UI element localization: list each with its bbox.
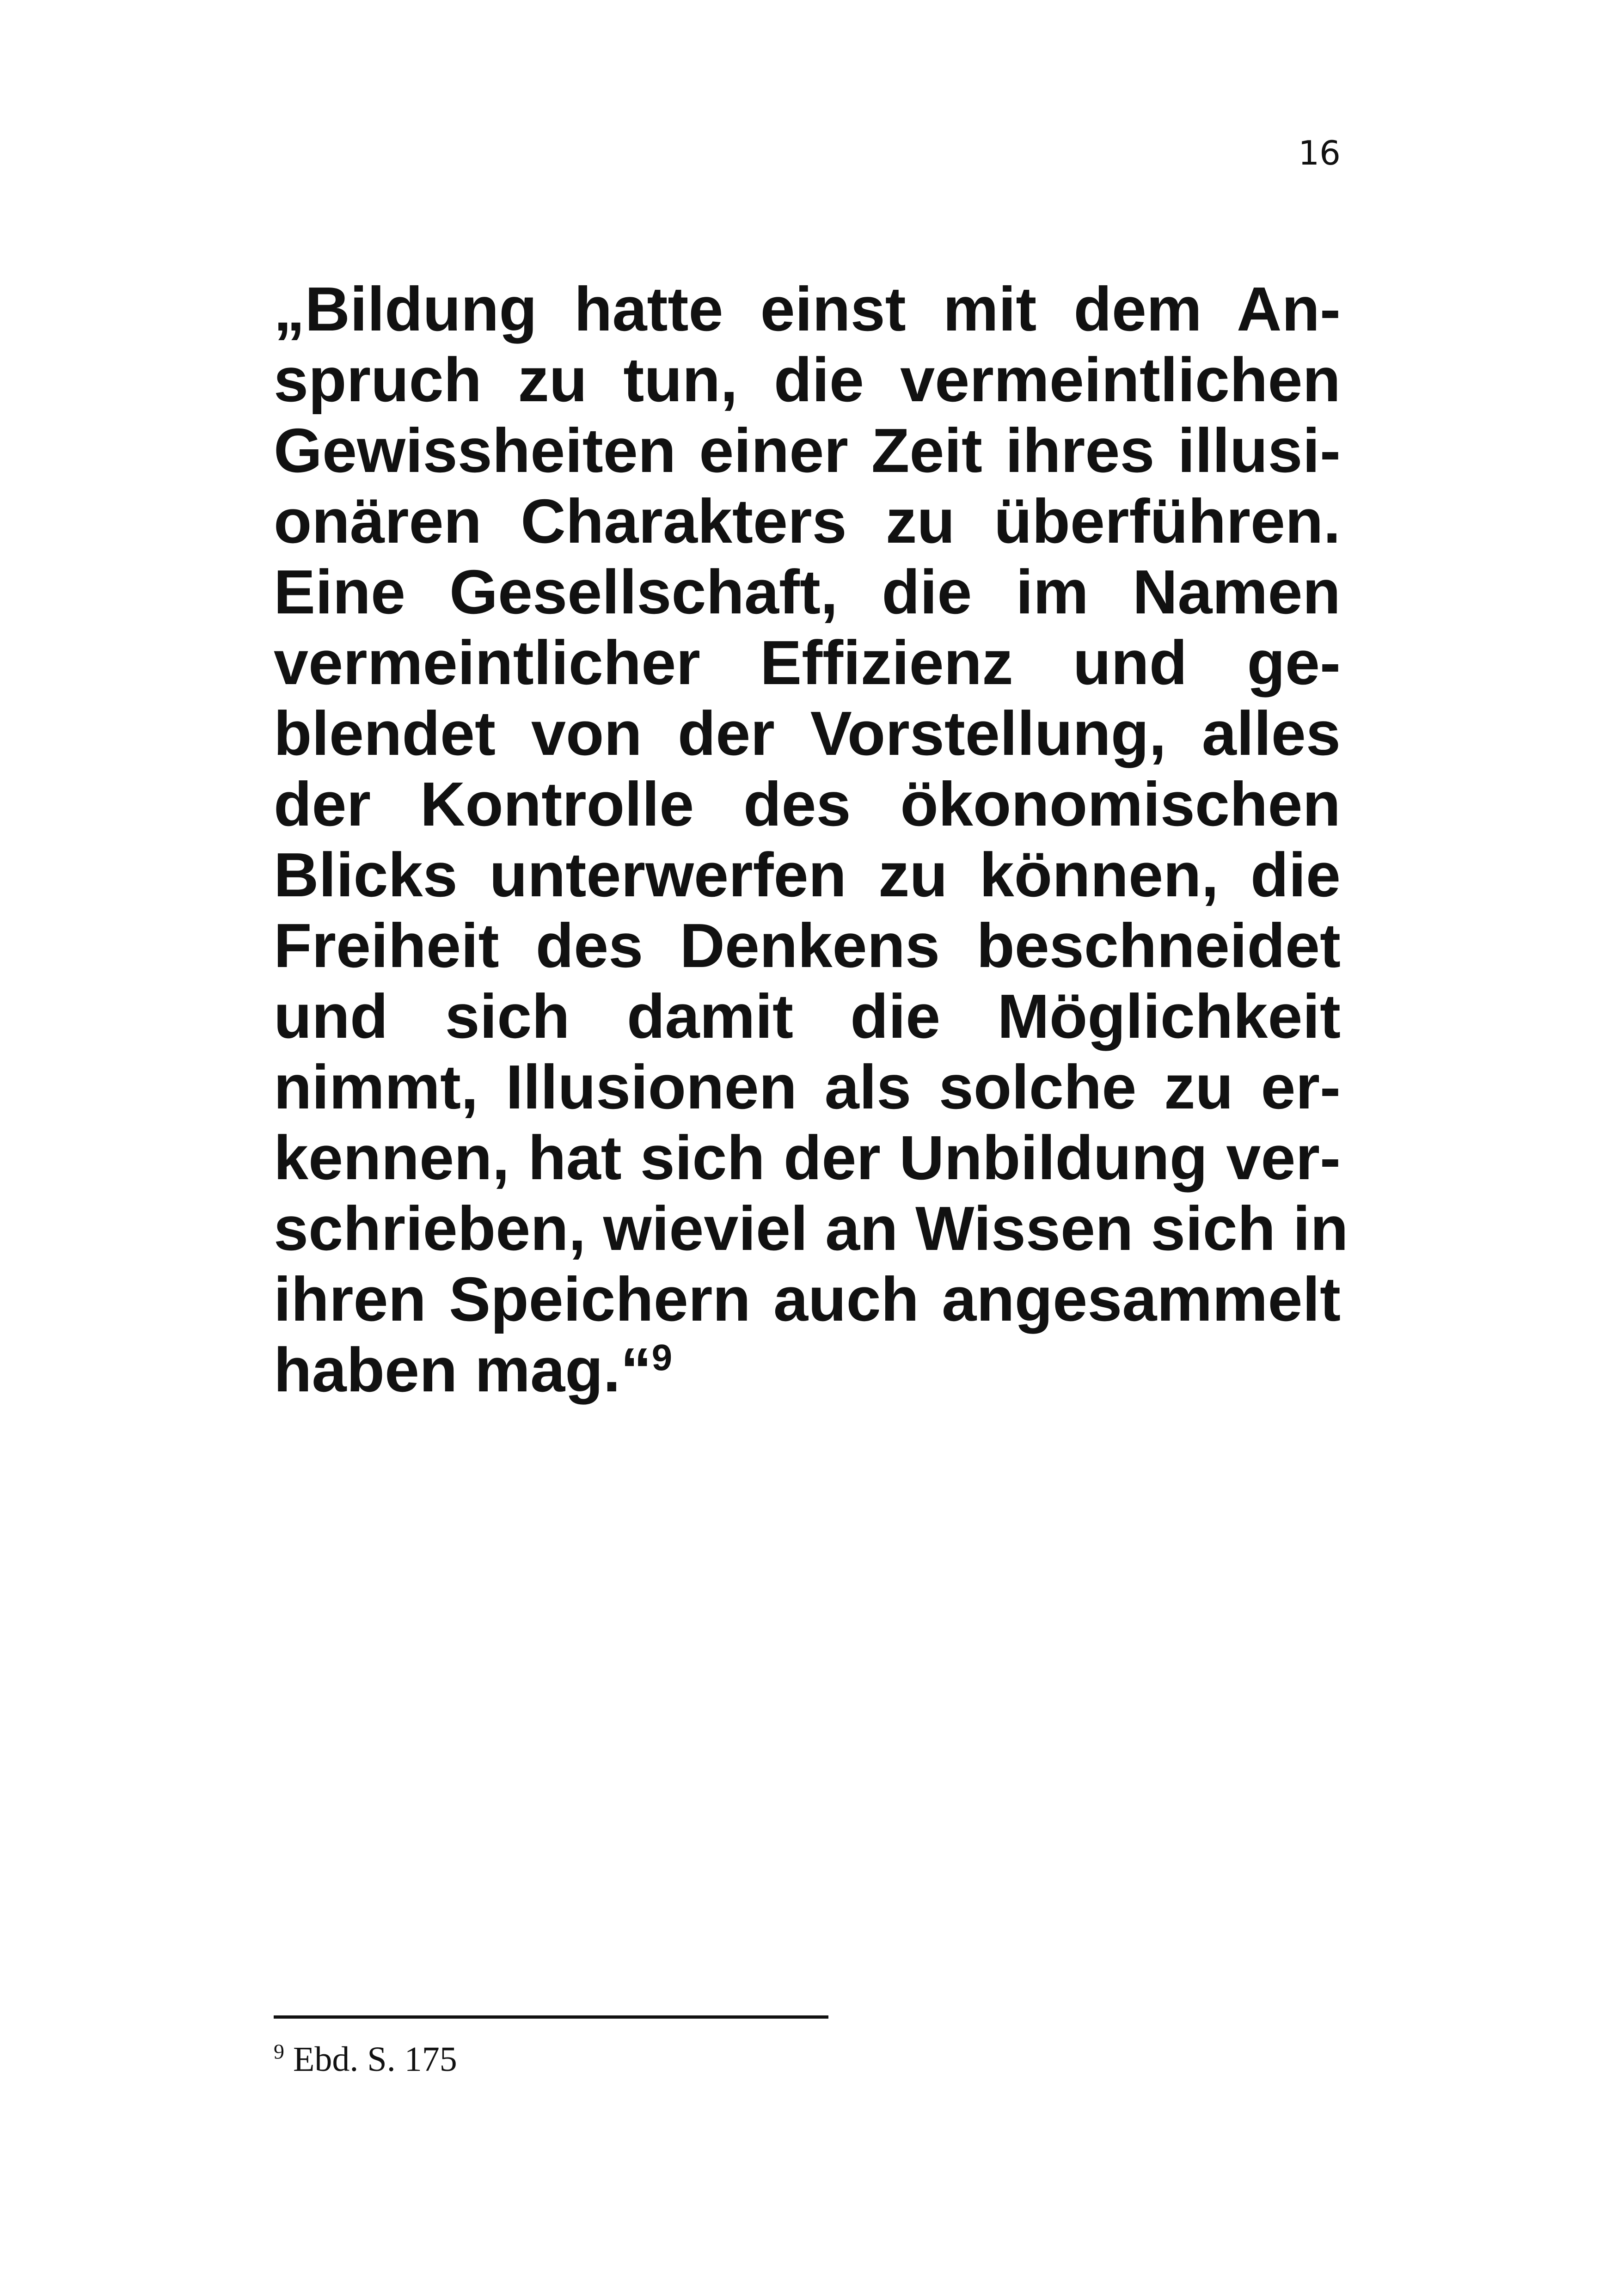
quote-line: der Kontrolle des ökonomischen	[274, 769, 1341, 839]
page-number: 16	[1298, 134, 1341, 172]
footnote-text: Ebd. S. 175	[284, 2040, 457, 2079]
quote-line: blendet von der Vorstellung, alles	[274, 698, 1341, 768]
quote-line: schrieben, wieviel an Wissen sich in	[274, 1194, 1348, 1263]
footnote-reference[interactable]: 9	[651, 1337, 673, 1378]
footnote-separator	[274, 2015, 828, 2019]
quote-line: vermeintlicher Effizienz und ge-	[274, 628, 1341, 698]
footnote-mark: 9	[274, 2039, 284, 2063]
quote-line: Freiheit des Denkens beschneidet	[274, 911, 1341, 980]
quote-line: nimmt, Illusionen als solche zu er-	[274, 1052, 1341, 1122]
quote-last-line	[274, 1335, 1341, 1405]
quote-line: Gewissheiten einer Zeit ihres illusi-	[274, 416, 1341, 485]
quote-line: ihren Speichern auch angesammelt	[274, 1264, 1341, 1334]
footnote	[274, 2039, 457, 2081]
quote-line: und sich damit die Möglichkeit	[274, 981, 1341, 1051]
quote-line: „Bildung hatte einst mit dem An-	[274, 274, 1341, 344]
quote-line: kennen, hat sich der Unbildung ver-	[274, 1123, 1341, 1193]
quote-block	[274, 274, 1348, 1405]
quote-line: onären Charakters zu überführen.	[274, 486, 1341, 556]
quote-line: spruch zu tun, die vermeintlichen	[274, 345, 1341, 415]
quote-line: Blicks unterwerfen zu können, die	[274, 840, 1341, 910]
quote-line: Eine Gesellschaft, die im Namen	[274, 557, 1341, 627]
quote-line-text: haben mag.“	[274, 1335, 652, 1405]
